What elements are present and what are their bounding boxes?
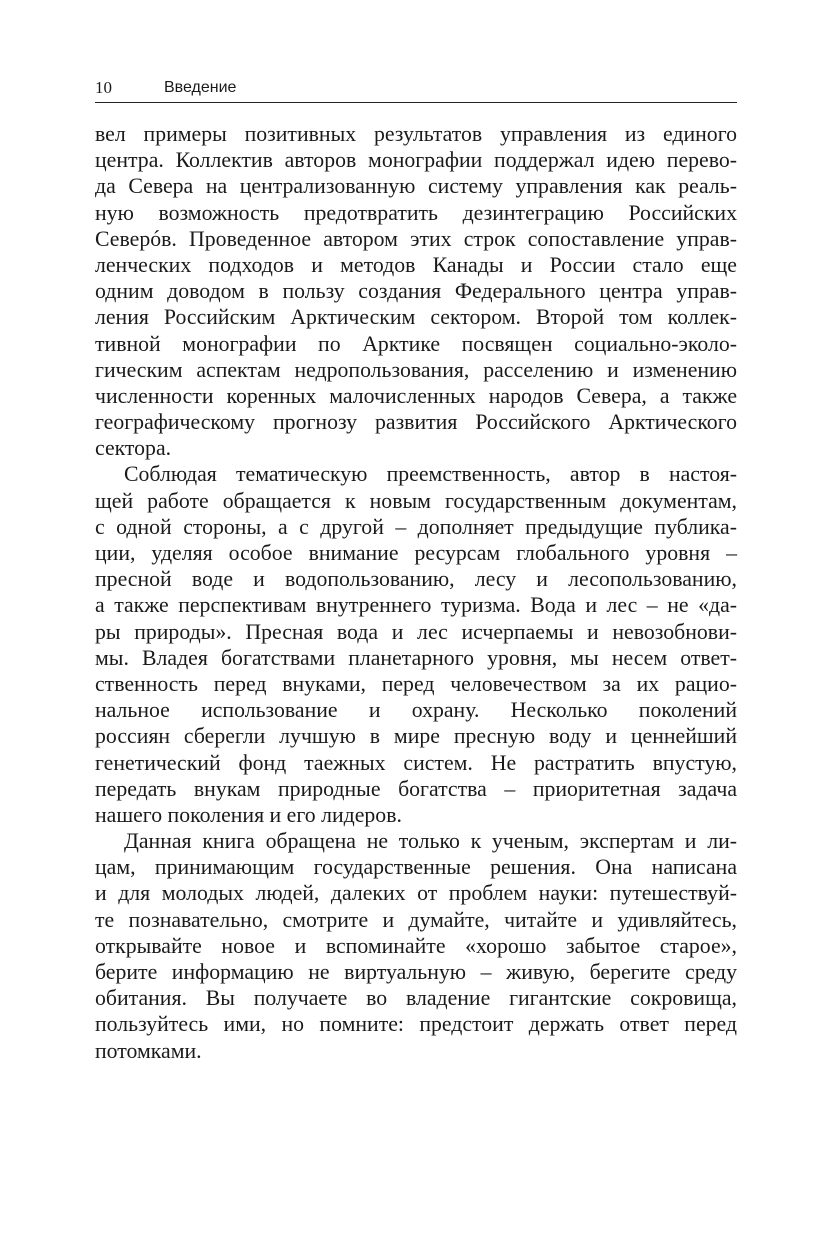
text-line: ры природы». Пресная вода и лес исчерпаемы и невозобнови- xyxy=(95,619,737,644)
text-line: Северóв. Проведенное автором этих строк сопоставление управ- xyxy=(95,226,737,251)
text-line: ции, уделяя особое внимание ресурсам глобального уровня – xyxy=(95,541,737,565)
text-line: Данная книга обращена не только к ученым, экспертам и ли- xyxy=(124,829,737,854)
text-line: те познавательно, смотрите и думайте, читайте и удивляйтесь, xyxy=(95,907,737,932)
text-line: географическому прогнозу развития Российского Арктического xyxy=(95,410,737,435)
text-line: берите информацию не виртуальную – живую, берегите среду xyxy=(95,960,737,984)
section-title: Введение xyxy=(164,79,237,96)
text-line: открывайте новое и вспоминайте «хорошо забытое старое», xyxy=(95,933,737,958)
text-line: ную возможность предотвратить дезинтеграцию Российских xyxy=(95,200,737,225)
text-line: ления Российским Арктическим сектором. Второй том коллек- xyxy=(95,305,737,330)
body-text xyxy=(95,121,737,1064)
text-line: Соблюдая тематическую преемственность, автор в настоя- xyxy=(124,462,737,487)
paragraph-2 xyxy=(95,461,737,828)
text-line: цам, принимающим государственные решения. Она написана xyxy=(95,855,737,880)
text-line: и для молодых людей, далеких от проблем науки: путешествуй- xyxy=(95,881,737,906)
text-line: вел примеры позитивных результатов управления из единого xyxy=(95,122,737,146)
text-line: центра. Коллектив авторов монографии поддержал идею перево- xyxy=(95,148,737,173)
paragraph-3 xyxy=(95,828,737,1064)
text-line: нальное использование и охрану. Несколько поколений xyxy=(95,698,737,723)
text-line: а также перспективам внутреннего туризма. Вода и лес – не «да- xyxy=(95,593,737,618)
text-line: пресной воде и водопользованию, лесу и лесопользованию, xyxy=(95,567,737,592)
text-line: генетический фонд таежных систем. Не растратить впустую, xyxy=(95,750,737,775)
text-line: с одной стороны, а с другой – дополняет предыдущие публика- xyxy=(95,514,737,539)
text-line: потомками. xyxy=(95,1038,202,1063)
text-line: ственность перед внуками, перед человечеством за их рацио- xyxy=(95,671,737,696)
text-line: россиян сберегли лучшую в мире пресную воду и ценнейший xyxy=(95,724,737,749)
text-line: численности коренных малочисленных народов Севера, а также xyxy=(95,383,737,408)
text-line: одним доводом в пользу создания Федерального центра управ- xyxy=(95,279,737,304)
text-line: сектора. xyxy=(95,436,172,461)
text-line: нашего поколения и его лидеров. xyxy=(95,802,402,827)
page-number: 10 xyxy=(95,78,112,97)
paragraph-1 xyxy=(95,121,737,461)
text-line: ленческих подходов и методов Канады и России стало еще xyxy=(95,252,737,277)
text-line: тивной монографии по Арктике посвящен социально-эколо- xyxy=(95,331,737,356)
text-line: передать внукам природные богатства – приоритетная задача xyxy=(95,776,737,801)
text-line: щей работе обращается к новым государственным документам, xyxy=(95,488,737,513)
text-line: гическим аспектам недропользования, расселению и изменению xyxy=(95,357,737,382)
text-line: обитания. Вы получаете во владение гигантские сокровища, xyxy=(95,986,737,1011)
text-line: да Севера на централизованную систему управления как реаль- xyxy=(95,174,737,199)
running-head xyxy=(95,78,737,103)
text-line: пользуйтесь ими, но помните: предстоит держать ответ перед xyxy=(95,1012,737,1037)
text-line: мы. Владея богатствами планетарного уровня, мы несем ответ- xyxy=(95,645,737,670)
